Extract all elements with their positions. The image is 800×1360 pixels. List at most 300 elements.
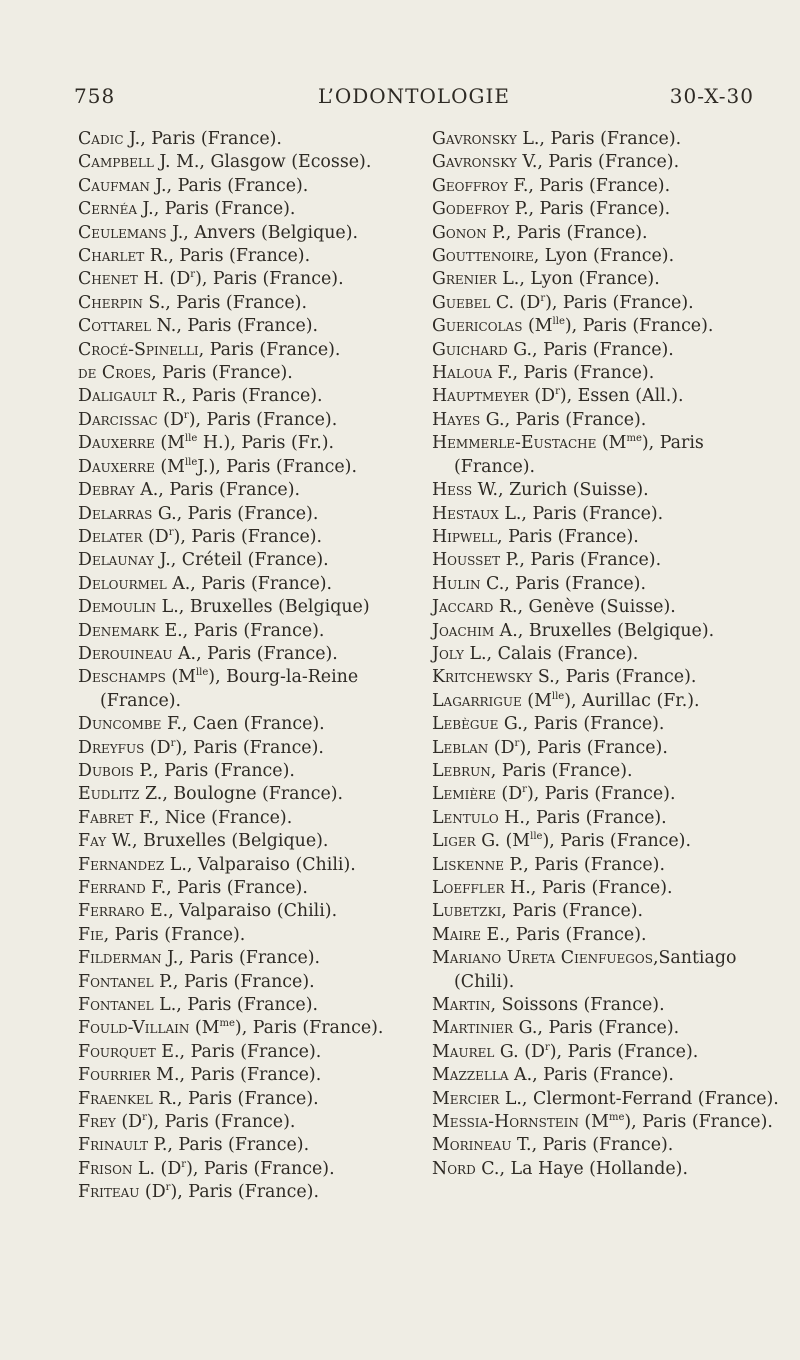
entry-details: A., Paris (France). xyxy=(134,480,301,501)
entry-details: , Paris (France). xyxy=(490,760,633,781)
list-entry xyxy=(432,573,782,596)
entry-details: G. (M xyxy=(475,831,531,852)
entry-details: (D xyxy=(144,737,171,758)
entry-details: ,Santiago (Chili). xyxy=(454,948,737,992)
list-entry xyxy=(432,268,782,291)
entry-details-cont: ), Paris (France). xyxy=(549,1041,699,1062)
entry-details: (D xyxy=(488,737,515,758)
entry-name: Grenier xyxy=(432,269,497,290)
list-entry xyxy=(432,1017,782,1040)
entry-details: (D xyxy=(157,409,184,430)
list-entry xyxy=(78,268,416,291)
entry-name: Ferraro xyxy=(78,901,145,922)
entry-name: Hemmerle-Eustache xyxy=(432,433,597,454)
entry-details: R., Genève (Suisse). xyxy=(493,597,676,618)
entry-name: Mercier xyxy=(432,1088,500,1109)
entry-details: (D xyxy=(139,1182,166,1203)
list-entry xyxy=(78,432,416,455)
list-entry xyxy=(432,245,782,268)
list-entry xyxy=(78,900,416,923)
entry-name: Frey xyxy=(78,1112,116,1133)
list-entry xyxy=(432,409,782,432)
entry-title-superscript: r xyxy=(190,269,196,281)
entry-details-cont: ), Paris (France). xyxy=(564,316,714,337)
entry-name: Chenet xyxy=(78,269,138,290)
entry-details: P., Paris (France). xyxy=(153,971,315,992)
list-entry xyxy=(78,573,416,596)
entry-details: F., Paris (France). xyxy=(507,175,671,196)
entry-name: Lebrun xyxy=(432,760,491,781)
entry-details: F., Paris (France). xyxy=(145,878,308,898)
entry-name: Martinier xyxy=(432,1018,514,1039)
list-entry xyxy=(432,690,782,713)
entry-name: Charlet xyxy=(78,246,145,267)
entry-name: Filderman xyxy=(78,948,162,969)
entry-name: Delourmel xyxy=(78,573,167,594)
list-entry xyxy=(432,947,782,994)
entry-title-superscript: r xyxy=(142,1112,147,1124)
list-entry xyxy=(432,760,782,783)
entry-details: H. (D xyxy=(137,269,191,290)
entry-name: Fie xyxy=(78,924,104,945)
entry-details: P., Paris (France). xyxy=(148,1135,310,1156)
entry-name: Jaccard xyxy=(432,597,494,618)
list-entry xyxy=(78,807,416,830)
entry-details-cont: J.), Paris (France). xyxy=(197,456,357,477)
entry-details: R., Paris (France). xyxy=(144,246,311,267)
entry-title-superscript: me xyxy=(219,1018,235,1030)
entry-name: Deschamps xyxy=(78,667,166,688)
entry-name: Darcissac xyxy=(78,409,158,430)
entry-details-cont: ), Paris (France). xyxy=(195,269,344,290)
entry-name: Housset xyxy=(432,550,501,571)
entry-details: P., Paris (France). xyxy=(500,550,662,571)
entry-details: P., Paris (France). xyxy=(504,854,665,875)
entry-details-cont: H.), Paris (Fr.). xyxy=(197,433,335,454)
entry-name: Loeffler xyxy=(432,878,505,898)
list-entry xyxy=(432,666,782,689)
entry-title-superscript: r xyxy=(181,1159,187,1171)
page-number: 758 xyxy=(74,84,116,108)
entry-details-cont: ), Paris (France). xyxy=(624,1112,773,1133)
list-entry xyxy=(78,1134,416,1157)
entry-details: A., Paris (France). xyxy=(508,1065,674,1086)
entry-details: J., Paris (France). xyxy=(123,129,282,149)
entry-name: Geoffroy xyxy=(432,175,508,196)
entry-name: Fernandez xyxy=(78,854,165,875)
entry-details: L., Lyon (France). xyxy=(496,269,660,290)
entry-details: G., Paris (France). xyxy=(498,714,665,735)
list-entry xyxy=(432,924,782,947)
entry-details: (M xyxy=(578,1112,609,1133)
entry-name: Haloua xyxy=(432,363,493,384)
left-column xyxy=(78,128,416,1205)
entry-details-cont: ), Paris (France). xyxy=(542,831,691,852)
list-entry xyxy=(432,128,782,151)
entry-name: Crocé-Spinelli xyxy=(78,339,199,360)
entry-name: de Croes xyxy=(78,363,152,384)
list-entry xyxy=(432,315,782,338)
list-entry xyxy=(78,1158,416,1181)
right-column xyxy=(432,128,782,1181)
entry-title-superscript: r xyxy=(514,737,520,749)
entry-details-cont: ), Paris (France). xyxy=(545,292,694,313)
list-entry xyxy=(78,783,416,806)
entry-details: H., Paris (France). xyxy=(504,878,673,898)
entry-details-cont: ), Paris (France). xyxy=(526,784,676,805)
list-entry xyxy=(432,643,782,666)
entry-name: Eudlitz xyxy=(78,784,140,805)
list-entry xyxy=(78,245,416,268)
entry-details: A., Paris (France). xyxy=(172,643,338,664)
entry-details: P., Paris (France). xyxy=(133,760,295,781)
entry-details: , Paris (France). xyxy=(198,339,341,360)
list-entry xyxy=(432,362,782,385)
entry-details: (M xyxy=(154,433,185,454)
entry-title-superscript: r xyxy=(540,293,546,305)
entry-name: Duncombe xyxy=(78,714,162,735)
entry-details: (M xyxy=(521,690,552,711)
entry-name: Liskenne xyxy=(432,854,504,875)
entry-details: C., Paris (France). xyxy=(480,573,646,594)
entry-name: Lebègue xyxy=(432,714,499,735)
entry-name: Friteau xyxy=(78,1182,140,1203)
entry-name: Fontanel xyxy=(78,971,154,992)
entry-details: E., Paris (France). xyxy=(155,1041,322,1062)
list-entry xyxy=(78,503,416,526)
entry-name: Mariano Ureta Cienfuegos xyxy=(432,948,653,969)
entry-name: Gouttenoire xyxy=(432,246,534,267)
entry-details: A., Paris (France). xyxy=(166,573,333,594)
list-entry xyxy=(78,1041,416,1064)
list-entry xyxy=(432,198,782,221)
list-entry xyxy=(432,339,782,362)
entry-title-superscript: lle xyxy=(552,316,565,328)
entry-name: Hess xyxy=(432,480,473,501)
entry-title-superscript: me xyxy=(626,433,642,445)
list-entry xyxy=(432,854,782,877)
list-entry xyxy=(432,1088,782,1111)
list-entry xyxy=(432,151,782,174)
entry-details: G., Paris (France). xyxy=(507,339,674,360)
entry-name: Frinault xyxy=(78,1135,149,1156)
entry-name: Fraenkel xyxy=(78,1088,153,1109)
entry-details: L., Paris (France). xyxy=(153,995,319,1016)
entry-details: P., Paris (France). xyxy=(509,199,671,220)
entry-name: Joachim xyxy=(432,620,495,641)
entry-name: Dauxerre xyxy=(78,456,155,477)
entry-details: J. M., Glasgow (Ecosse). xyxy=(153,152,372,173)
entry-name: Cadic xyxy=(78,129,124,149)
list-entry xyxy=(78,877,416,900)
entry-details: E., Valparaiso (Chili). xyxy=(144,901,338,922)
entry-details: L. (D xyxy=(132,1158,182,1179)
entry-name: Gavronsky xyxy=(432,129,517,149)
entry-title-superscript: lle xyxy=(195,667,209,679)
entry-name: Cherpin xyxy=(78,292,143,313)
entry-details: L., Valparaiso (Chili). xyxy=(164,854,356,875)
entry-details-cont: ), Paris (France). xyxy=(175,737,324,758)
list-entry xyxy=(78,854,416,877)
entry-title-superscript: lle xyxy=(184,433,198,445)
list-entry xyxy=(78,620,416,643)
entry-details: L., Calais (France). xyxy=(463,643,639,664)
list-entry xyxy=(78,830,416,853)
entry-name: Lubetzki xyxy=(432,901,502,922)
entry-name: Cottarel xyxy=(78,316,152,337)
entry-title-superscript: me xyxy=(608,1112,625,1124)
list-entry xyxy=(432,783,782,806)
list-entry xyxy=(432,385,782,408)
entry-name: Caufman xyxy=(78,175,150,196)
entry-details: J., Créteil (France). xyxy=(154,550,329,571)
entry-details: (D xyxy=(495,784,523,805)
entry-details: J., Paris (France). xyxy=(161,948,321,969)
entry-details: J., Paris (France). xyxy=(149,175,309,196)
entry-title-superscript: r xyxy=(555,386,560,398)
list-entry xyxy=(432,479,782,502)
entry-name: Messia-Hornstein xyxy=(432,1112,579,1133)
entry-name: Frison xyxy=(78,1158,133,1179)
entry-name: Guebel xyxy=(432,292,491,313)
entry-name: Martin xyxy=(432,995,491,1016)
entry-details: T., Paris (France). xyxy=(511,1135,674,1156)
entry-name: Kritchewsky xyxy=(432,667,533,688)
list-entry xyxy=(78,526,416,549)
list-entry xyxy=(78,198,416,221)
list-entry xyxy=(432,1134,782,1157)
entry-name: Dauxerre xyxy=(78,433,155,454)
entry-details: , Paris (France). xyxy=(501,901,644,922)
entry-details: C. (D xyxy=(490,292,541,313)
entry-name: Hauptmeyer xyxy=(432,386,529,407)
list-entry xyxy=(432,830,782,853)
entry-name: Fontanel xyxy=(78,995,154,1016)
entry-title-superscript: r xyxy=(544,1042,550,1054)
entry-name: Delater xyxy=(78,526,143,547)
entry-details: R., Paris (France). xyxy=(156,386,323,407)
entry-details: , Paris (France). xyxy=(151,363,293,384)
list-entry xyxy=(78,947,416,970)
list-entry xyxy=(78,315,416,338)
list-entry xyxy=(78,1111,416,1134)
list-entry xyxy=(78,128,416,151)
list-entry xyxy=(432,1158,782,1181)
entry-name: Lentulo xyxy=(432,807,499,828)
entry-name: Maire xyxy=(432,924,482,945)
list-entry xyxy=(78,339,416,362)
list-entry xyxy=(78,362,416,385)
entry-name: Cernéa xyxy=(78,199,138,220)
entry-details: F., Caen (France). xyxy=(161,714,325,735)
entry-details-cont: ), Essen (All.). xyxy=(559,386,684,407)
list-entry xyxy=(432,994,782,1017)
entry-details: S., Paris (France). xyxy=(142,292,307,313)
entry-title-superscript: r xyxy=(183,410,189,422)
entry-name: Maurel xyxy=(432,1041,495,1062)
entry-details: , Paris (France). xyxy=(103,924,246,945)
entry-details: L., Paris (France). xyxy=(498,503,664,524)
entry-name: Daligault xyxy=(78,386,157,407)
list-entry xyxy=(432,432,782,479)
list-entry xyxy=(78,292,416,315)
entry-details-cont: ), Paris (France). xyxy=(186,1158,335,1179)
entry-details-cont: ), Paris (France). xyxy=(454,433,704,477)
entry-details: G. (D xyxy=(494,1041,545,1062)
entry-name: Mazzella xyxy=(432,1065,509,1086)
entry-details: L., Bruxelles (Belgique) xyxy=(156,597,370,618)
entry-name: Hestaux xyxy=(432,503,499,524)
list-entry xyxy=(432,1111,782,1134)
entry-details: F., Paris (France). xyxy=(492,363,655,384)
entry-details: (M xyxy=(596,433,627,454)
list-entry xyxy=(78,479,416,502)
entry-name: Debray xyxy=(78,480,135,501)
entry-details: (M xyxy=(165,667,196,688)
entry-name: Morineau xyxy=(432,1135,512,1156)
entry-title-superscript: r xyxy=(522,784,527,796)
list-entry xyxy=(78,456,416,479)
entry-title-superscript: r xyxy=(168,527,174,539)
entry-name: Leblan xyxy=(432,737,489,758)
entry-details: G., Paris (France). xyxy=(513,1018,680,1039)
list-entry xyxy=(432,175,782,198)
list-entry xyxy=(78,971,416,994)
entry-name: Lagarrigue xyxy=(432,690,522,711)
entry-details-cont: ), Aurillac (Fr.). xyxy=(564,690,700,711)
entry-name: Campbell xyxy=(78,152,154,173)
list-entry xyxy=(78,713,416,736)
entry-details: L., Paris (France). xyxy=(516,129,682,149)
entry-details: G., Paris (France). xyxy=(480,409,647,430)
list-entry xyxy=(78,643,416,666)
entry-name: Fabret xyxy=(78,807,134,828)
entry-details-cont: ), Paris (France). xyxy=(173,526,323,547)
entry-title-superscript: lle xyxy=(551,690,565,702)
entry-details-cont: ), Paris (France). xyxy=(519,737,668,758)
list-entry xyxy=(432,1064,782,1087)
entry-details: , Paris (France). xyxy=(497,526,639,547)
list-entry xyxy=(432,222,782,245)
entry-name: Gavronsky xyxy=(432,152,517,173)
entry-details: F., Nice (France). xyxy=(133,807,293,828)
list-entry xyxy=(432,900,782,923)
entry-name: Hulin xyxy=(432,573,481,594)
entry-details: W., Bruxelles (Belgique). xyxy=(106,831,329,852)
entry-name: Guericolas xyxy=(432,316,523,337)
entry-name: Hayes xyxy=(432,409,481,430)
entry-details-cont: ), Paris (France). xyxy=(188,409,338,430)
entry-name: Fourrier xyxy=(78,1065,151,1086)
entry-name: Joly xyxy=(432,643,464,664)
entry-name: Gonon xyxy=(432,222,487,243)
list-entry xyxy=(78,409,416,432)
entry-name: Fourquet xyxy=(78,1041,156,1062)
entry-name: Lemière xyxy=(432,784,496,805)
list-entry xyxy=(78,151,416,174)
entry-details: L., Clermont-Ferrand (France). xyxy=(499,1088,779,1109)
entry-name: Derouineau xyxy=(78,643,173,664)
entry-name: Fay xyxy=(78,831,107,852)
list-entry xyxy=(432,807,782,830)
list-entry xyxy=(432,503,782,526)
running-header xyxy=(74,84,754,116)
list-entry xyxy=(78,1181,416,1204)
list-entry xyxy=(432,549,782,572)
entry-details: S., Paris (France). xyxy=(532,667,697,688)
entry-details: G., Paris (France). xyxy=(152,503,319,524)
entry-title-superscript: r xyxy=(170,737,176,749)
entry-details-cont: ), Paris (France). xyxy=(234,1018,384,1039)
entry-details: R., Paris (France). xyxy=(152,1088,319,1109)
list-entry xyxy=(78,596,416,619)
entry-details: J., Anvers (Belgique). xyxy=(166,222,359,243)
entry-details: (D xyxy=(115,1112,143,1133)
entry-name: Delaunay xyxy=(78,550,155,571)
entry-details: (M xyxy=(522,316,553,337)
journal-title: L’ODONTOLOGIE xyxy=(317,84,511,108)
list-entry xyxy=(78,222,416,245)
list-entry xyxy=(78,549,416,572)
entry-name: Ferrand xyxy=(78,878,146,898)
list-entry xyxy=(432,1041,782,1064)
list-entry xyxy=(78,1088,416,1111)
entry-name: Godefroy xyxy=(432,199,510,220)
entry-name: Dreyfus xyxy=(78,737,145,758)
list-entry xyxy=(78,1017,416,1040)
list-entry xyxy=(432,620,782,643)
list-entry xyxy=(78,175,416,198)
list-entry xyxy=(78,760,416,783)
entry-details: H., Paris (France). xyxy=(498,807,667,828)
entry-name: Dubois xyxy=(78,760,134,781)
entry-details: V., Paris (France). xyxy=(516,152,680,173)
list-entry xyxy=(432,526,782,549)
entry-details: W., Zurich (Suisse). xyxy=(472,480,649,501)
list-entry xyxy=(78,737,416,760)
entry-details: C., La Haye (Hollande). xyxy=(475,1158,688,1179)
entry-name: Demoulin xyxy=(78,597,157,618)
entry-details: (M xyxy=(189,1018,220,1039)
entry-details: Z., Boulogne (France). xyxy=(139,784,344,805)
list-entry xyxy=(432,596,782,619)
entry-details: , Lyon (France). xyxy=(533,246,675,267)
entry-name: Guichard xyxy=(432,339,508,360)
entry-title-superscript: lle xyxy=(530,831,543,843)
entry-details: (D xyxy=(528,386,556,407)
list-entry xyxy=(432,737,782,760)
entry-name: Denemark xyxy=(78,620,159,641)
list-entry xyxy=(432,877,782,900)
entry-name: Hipwell xyxy=(432,526,498,547)
list-entry xyxy=(432,292,782,315)
entry-details: P., Paris (France). xyxy=(486,222,648,243)
entry-details-cont: ), Paris (France). xyxy=(146,1112,296,1133)
entry-name: Delarras xyxy=(78,503,153,524)
entry-title-superscript: lle xyxy=(184,456,198,468)
list-entry xyxy=(78,994,416,1017)
entry-details: A., Bruxelles (Belgique). xyxy=(494,620,715,641)
entry-title-superscript: r xyxy=(165,1182,171,1194)
entry-details: E., Paris (France). xyxy=(158,620,325,641)
entry-details-cont: ), Bourg-la-Reine (France). xyxy=(100,667,359,711)
list-entry xyxy=(78,924,416,947)
entry-name: Fould-Villain xyxy=(78,1018,190,1039)
list-entry xyxy=(78,1064,416,1087)
entry-details: (D xyxy=(142,526,169,547)
entry-name: Ceulemans xyxy=(78,222,167,243)
entry-details-cont: ), Paris (France). xyxy=(170,1182,319,1203)
